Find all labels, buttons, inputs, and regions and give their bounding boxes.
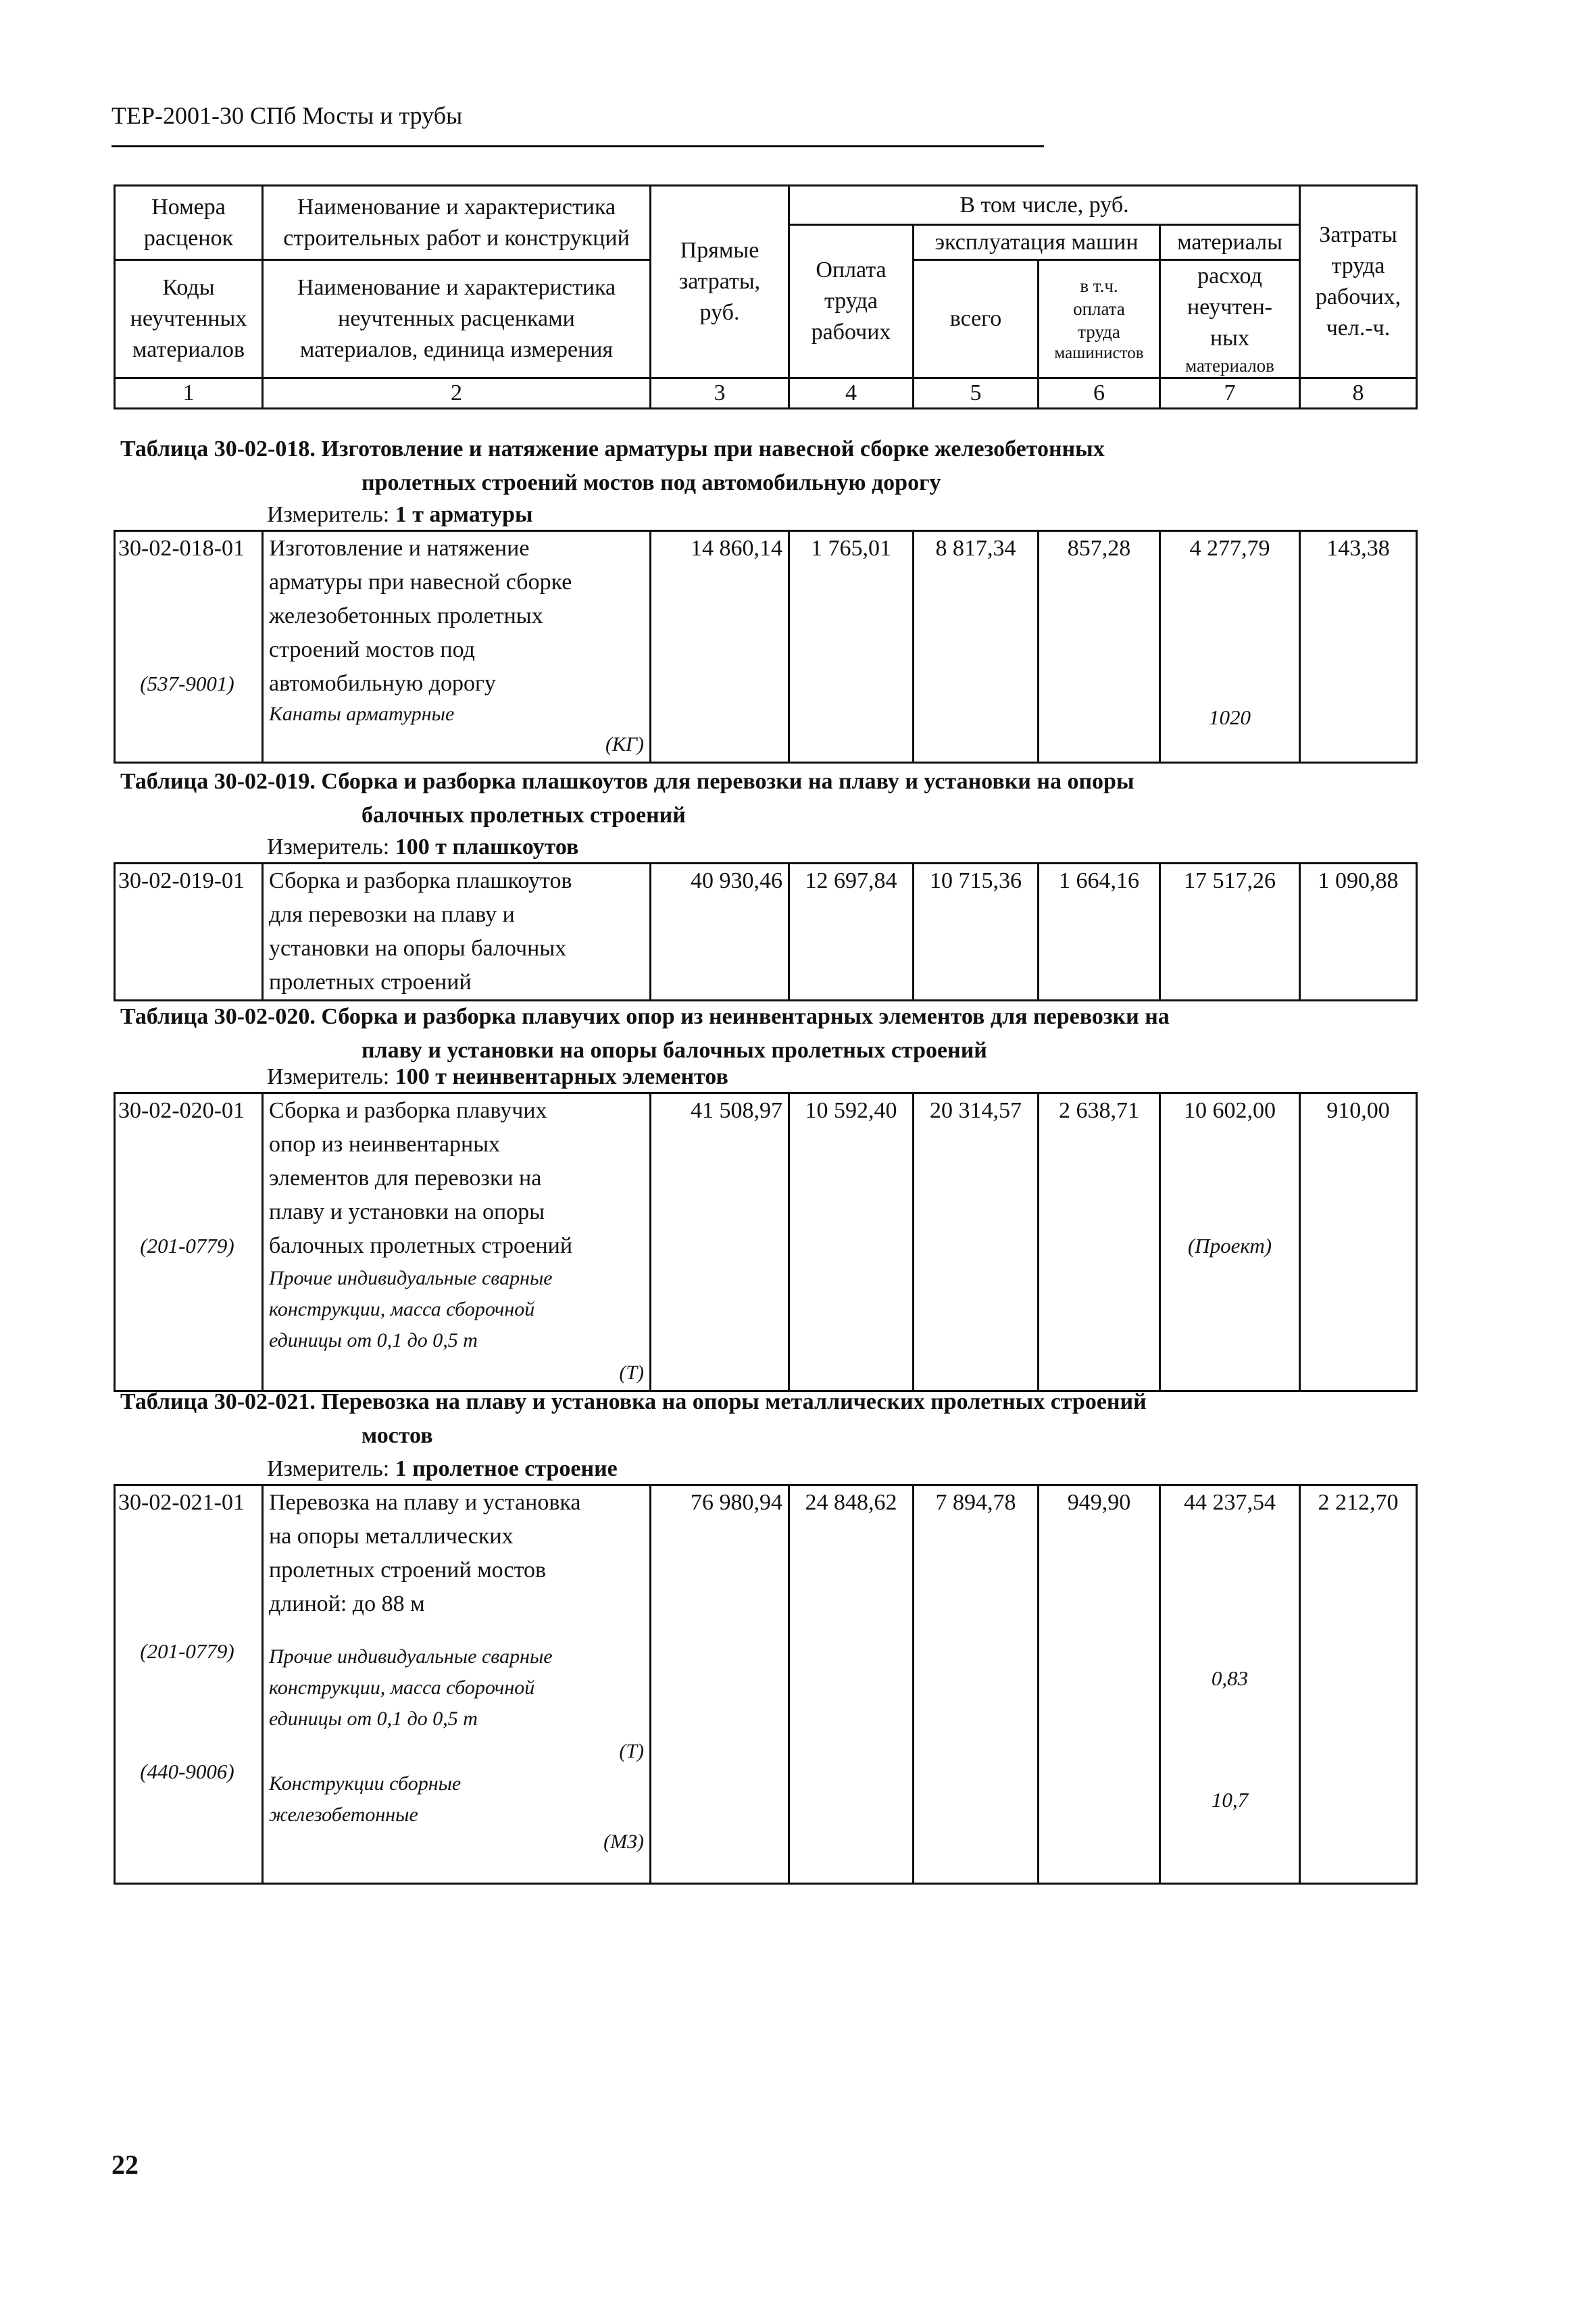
table-caption: Таблица 30-02-021. Перевозка на плаву и установка на опоры металлических пролетных строений мостов <box>120 1389 1147 1448</box>
table-caption: Таблица 30-02-018. Изготовление и натяжение арматуры при навесной сборке железобетонных пролетных строений мостов под автомобильную дорогу <box>120 437 1105 495</box>
direct-cost: 14 860,14 <box>651 531 789 763</box>
machinists-wage: 1 664,16 <box>1039 864 1160 1001</box>
machines-head: эксплуатация машин <box>914 225 1160 260</box>
labor-hours: 1 090,88 <box>1300 864 1417 1001</box>
worker-wage: 24 848,62 <box>789 1485 914 1884</box>
col5-head: всего <box>914 260 1039 378</box>
col-number: 4 <box>789 378 914 409</box>
col2-head-a: Наименование и характеристика строительных работ и конструкций <box>263 186 651 260</box>
measure-line: Измеритель: 100 т неинвентарных элементов <box>267 1064 728 1089</box>
col6-head: в т.ч. оплата труда машинистов <box>1039 260 1160 378</box>
col-number: 3 <box>651 378 789 409</box>
materials-cost: 17 517,26 <box>1160 864 1300 1001</box>
materials-head: материалы <box>1160 225 1300 260</box>
direct-cost: 41 508,97 <box>651 1093 789 1391</box>
rate-code-cell: 30-02-018-01 (537-9001) <box>115 531 263 763</box>
rate-table <box>114 1484 1418 1885</box>
direct-cost: 40 930,46 <box>651 864 789 1001</box>
table-caption: Таблица 30-02-020. Сборка и разборка плавучих опор из неинвентарных элементов для перевозки на плаву и установки на опоры балочных пролетных строений <box>120 1004 1170 1063</box>
header-rule <box>111 145 1044 147</box>
measure-line: Измеритель: 100 т плашкоутов <box>267 835 579 860</box>
col4-head: Оплата труда рабочих <box>789 225 914 378</box>
col8-head: Затраты труда рабочих, чел.-ч. <box>1300 186 1417 378</box>
col-number: 5 <box>914 378 1039 409</box>
col-number: 8 <box>1300 378 1417 409</box>
col7-head: расход неучтен- ных материалов <box>1160 260 1300 378</box>
col-number: 7 <box>1160 378 1300 409</box>
materials-cost: 10 602,00 (Проект) <box>1160 1093 1300 1391</box>
rate-table <box>114 530 1418 764</box>
materials-cost: 4 277,79 1020 <box>1160 531 1300 763</box>
running-header: ТЕР-2001-30 СПб Мосты и трубы <box>111 102 463 129</box>
rate-code-cell: 30-02-020-01 (201-0779) <box>115 1093 263 1391</box>
page-number: 22 <box>111 2149 139 2180</box>
machines-total: 20 314,57 <box>914 1093 1039 1391</box>
rate-name-cell: Сборка и разборка плашкоутов для перевозки на плаву и установки на опоры балочных пролетных строений <box>263 864 651 1001</box>
rate-code-cell: 30-02-021-01 (201-0779) (440-9006) <box>115 1485 263 1884</box>
measure-line: Измеритель: 1 т арматуры <box>267 502 533 527</box>
table-caption: Таблица 30-02-019. Сборка и разборка плашкоутов для перевозки на плаву и установки на опоры балочных пролетных строений <box>120 769 1134 828</box>
rate-name-cell: Сборка и разборка плавучих опор из неинвентарных элементов для перевозки на плаву и установки на опоры балочных пролетных строений Прочие индивидуальные сварные конструкции, масса сборочной единицы от 0,1 до 0,5 т (Т) <box>263 1093 651 1391</box>
col-number: 1 <box>115 378 263 409</box>
worker-wage: 1 765,01 <box>789 531 914 763</box>
direct-cost: 76 980,94 <box>651 1485 789 1884</box>
labor-hours: 143,38 <box>1300 531 1417 763</box>
rate-name-cell: Перевозка на плаву и установка на опоры металлических пролетных строений мостов длиной: до 88 м Прочие индивидуальные сварные конструкции, масса сборочной единицы от 0,1 до 0,5 т (Т) Конструкции сборные железобетонные (МЗ) <box>263 1485 651 1884</box>
machines-total: 7 894,78 <box>914 1485 1039 1884</box>
machinists-wage: 857,28 <box>1039 531 1160 763</box>
col-number: 6 <box>1039 378 1160 409</box>
rate-table <box>114 862 1418 1001</box>
rate-name-cell: Изготовление и натяжение арматуры при навесной сборке железобетонных пролетных строений мостов под автомобильную дорогу Канаты арматурные (КГ) <box>263 531 651 763</box>
machinists-wage: 949,90 <box>1039 1485 1160 1884</box>
col1-head-a: Номера расценок <box>115 186 263 260</box>
rate-code-cell: 30-02-019-01 <box>115 864 263 1001</box>
labor-hours: 910,00 <box>1300 1093 1417 1391</box>
col-number: 2 <box>263 378 651 409</box>
col3-head: Прямые затраты, руб. <box>651 186 789 378</box>
worker-wage: 10 592,40 <box>789 1093 914 1391</box>
worker-wage: 12 697,84 <box>789 864 914 1001</box>
measure-line: Измеритель: 1 пролетное строение <box>267 1456 618 1481</box>
col1-head-b: Коды неучтенных материалов <box>115 260 263 378</box>
materials-cost: 44 237,54 0,83 10,7 <box>1160 1485 1300 1884</box>
rate-table <box>114 1092 1418 1392</box>
col2-head-b: Наименование и характеристика неучтенных расценками материалов, единица измерения <box>263 260 651 378</box>
column-header-table <box>114 184 1418 409</box>
including-head: В том числе, руб. <box>789 186 1300 225</box>
machinists-wage: 2 638,71 <box>1039 1093 1160 1391</box>
labor-hours: 2 212,70 <box>1300 1485 1417 1884</box>
machines-total: 10 715,36 <box>914 864 1039 1001</box>
machines-total: 8 817,34 <box>914 531 1039 763</box>
